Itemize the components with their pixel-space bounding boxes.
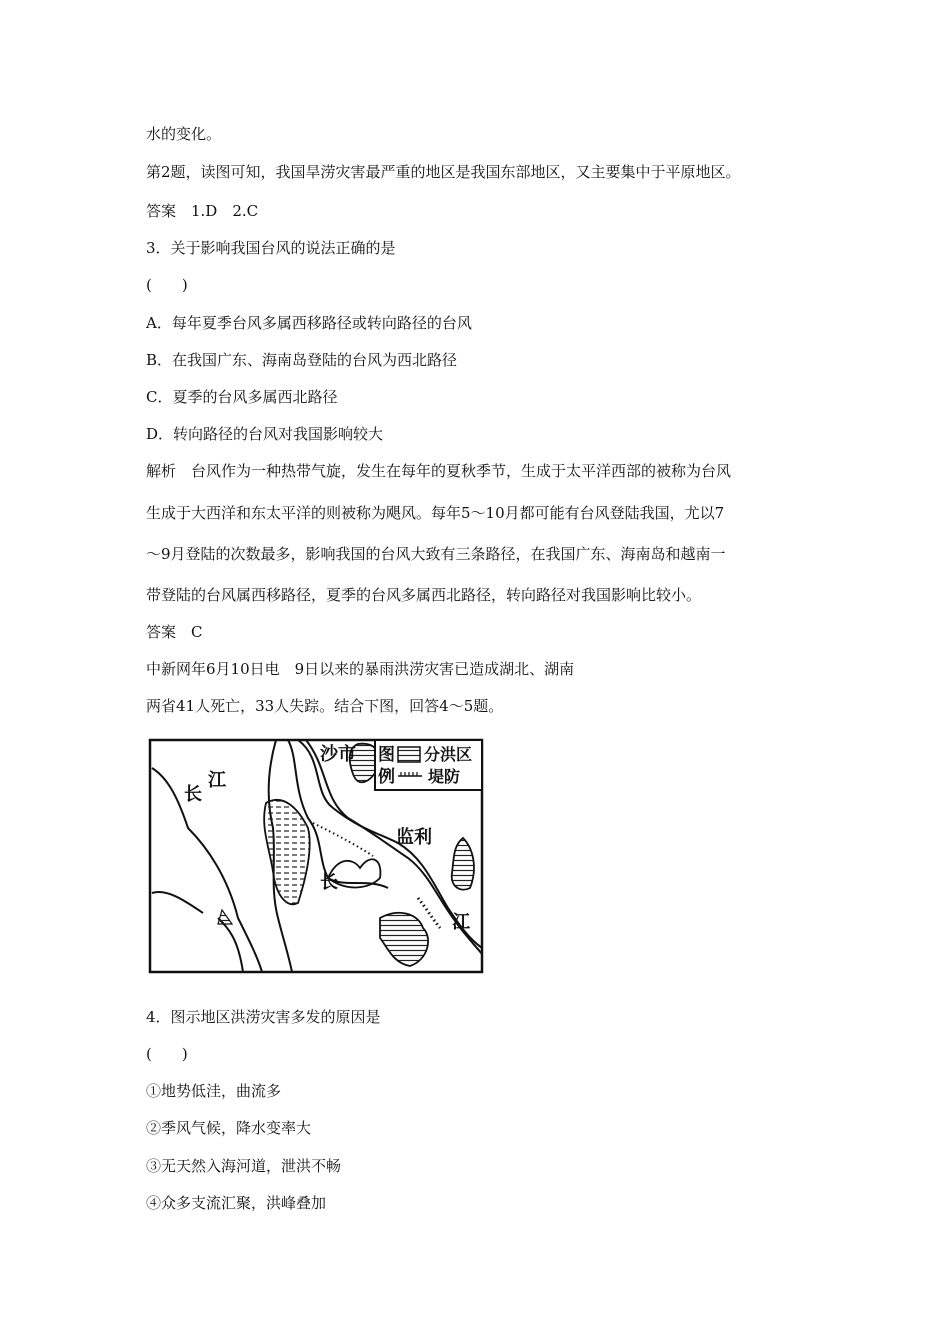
choice-2: ②季风气候，降水变率大 bbox=[146, 1119, 312, 1137]
choice-3: ③无天然入海河道，泄洪不畅 bbox=[146, 1157, 342, 1175]
choice-4: ④众多支流汇聚，洪峰叠加 bbox=[146, 1194, 327, 1212]
analysis-line-2: 生成于大西洋和东太平洋的则被称为飓风。每年5～10月都可能有台风登陆我国，尤以7 bbox=[146, 504, 725, 522]
svg-text:例: 例 bbox=[378, 767, 395, 787]
option-d: D．转向路径的台风对我国影响较大 bbox=[146, 425, 384, 443]
option-a: A．每年夏季台风多属西移路径或转向路径的台风 bbox=[146, 314, 472, 332]
news-line-1: 中新网年6月10日电 9日以来的暴雨洪涝灾害已造成湖北、湖南 bbox=[146, 660, 575, 678]
label-shashi: 沙市 bbox=[320, 744, 356, 765]
choice-1: ①地势低洼，曲流多 bbox=[146, 1082, 282, 1100]
label-chang-left: 长 bbox=[184, 784, 202, 805]
news-line-2: 两省41人死亡，33人失踪。结合下图，回答4～5题。 bbox=[146, 697, 504, 715]
answer-3: 答案 C bbox=[146, 623, 203, 641]
answer-blank: ( ) bbox=[146, 276, 188, 294]
svg-text:分洪区: 分洪区 bbox=[424, 745, 473, 764]
option-b: B．在我国广东、海南岛登陆的台风为西北路径 bbox=[146, 351, 458, 369]
flood-map bbox=[148, 738, 484, 974]
analysis-line-4: 带登陆的台风属西移路径，夏季的台风多属西北路径，转向路径对我国影响比较小。 bbox=[146, 586, 702, 604]
line-3: 答案 1.D 2.C bbox=[146, 202, 259, 220]
label-chang-mid: 长 bbox=[320, 872, 338, 893]
analysis-line-3: ～9月登陆的次数最多，影响我国的台风大致有三条路径，在我国广东、海南岛和越南一 bbox=[146, 545, 726, 563]
line-1: 水的变化。 bbox=[146, 125, 222, 143]
option-c: C．夏季的台风多属西北路径 bbox=[146, 388, 338, 406]
svg-text:图: 图 bbox=[378, 745, 395, 765]
answer-blank-4: ( ) bbox=[146, 1045, 188, 1063]
legend-flood-zone-swatch bbox=[398, 747, 420, 762]
question-3-stem: 3．关于影响我国台风的说法正确的是 bbox=[146, 239, 396, 257]
svg-text:堤防: 堤防 bbox=[428, 767, 461, 786]
label-jiang-left: 江 bbox=[208, 770, 226, 791]
label-jianli: 监利 bbox=[396, 827, 432, 848]
line-2: 第2题，读图可知，我国旱涝灾害最严重的地区是我国东部地区，又主要集中于平原地区。 bbox=[146, 163, 741, 181]
question-4-stem: 4．图示地区洪涝灾害多发的原因是 bbox=[146, 1008, 381, 1026]
analysis-line-1: 解析 台风作为一种热带气旋，发生在每年的夏秋季节，生成于太平洋西部的被称为台风 bbox=[146, 462, 732, 480]
label-jiang-right: 江 bbox=[452, 912, 470, 933]
map-legend bbox=[375, 740, 482, 790]
